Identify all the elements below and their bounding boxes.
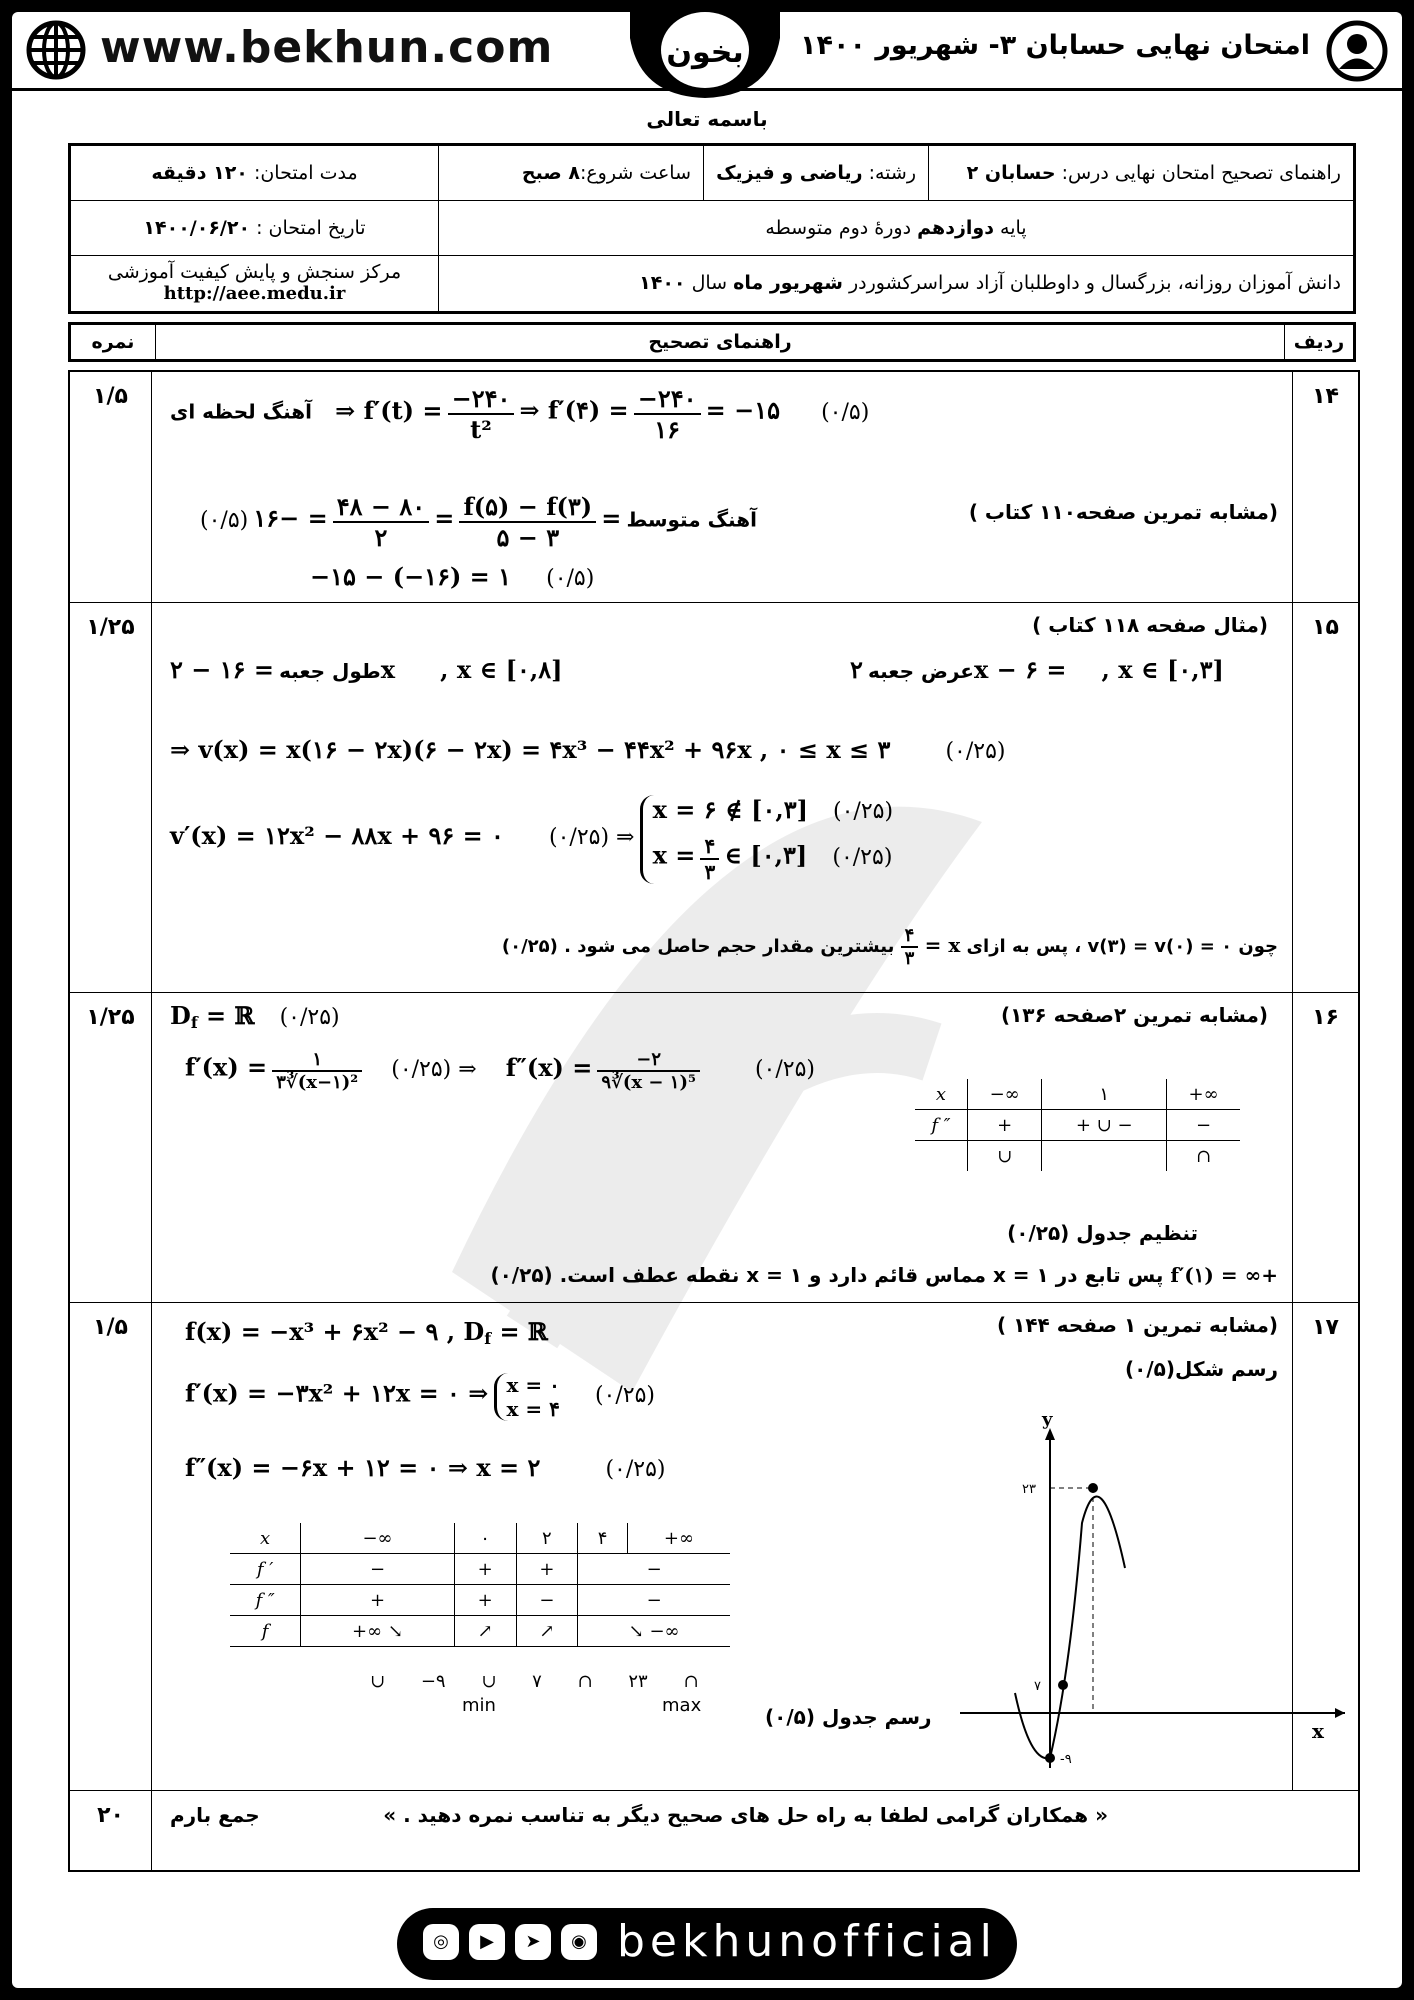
value-23: ۲۳ — [1022, 1482, 1036, 1497]
conclusion-text-end: بیشترین مقدار حجم حاصل می شود . (۰/۲۵) — [501, 936, 895, 957]
date-value: ۱۴۰۰/۰۶/۲۰ — [143, 217, 251, 239]
exam-page — [12, 12, 1402, 1988]
table-cell: ↗ — [516, 1616, 578, 1647]
fraction-numerator: ۱ — [272, 1049, 362, 1072]
total-label: جمع بارم — [170, 1803, 260, 1827]
max-point — [1088, 1483, 1098, 1493]
question-16 — [70, 992, 1358, 1303]
field-cell — [704, 145, 929, 201]
teacher-note: « همکاران گرامی لطفا به راه حل های صحیح دیگر به تناسب نمره دهید . » — [383, 1803, 1108, 1827]
fraction-denominator: ۵ − ۳ — [496, 523, 560, 552]
sign-table — [230, 1523, 730, 1647]
guide-header — [68, 322, 1356, 362]
exam-title: امتحان نهایی حسابان ۳- شهریور ۱۴۰۰ — [800, 30, 1310, 61]
start-time: ۸ صبح — [521, 162, 580, 184]
instant-result: = −۱۵ — [705, 395, 780, 425]
start-cell — [439, 145, 704, 201]
table-cell: ↘ −∞ — [578, 1616, 730, 1647]
question-number: ۱۴ — [1292, 372, 1358, 602]
question-score: ۱/۲۵ — [70, 603, 152, 993]
table-cell: −∞ — [301, 1523, 455, 1554]
table-cell: − — [578, 1554, 730, 1585]
points: (۰/۲۵) — [832, 844, 893, 870]
user-icon[interactable] — [1326, 20, 1388, 82]
table-cell: − — [578, 1585, 730, 1616]
points: (۰/۲۵) ⇒ — [391, 1056, 477, 1082]
points: (۰/۵) — [200, 507, 249, 533]
question-17 — [70, 1302, 1358, 1791]
reference-note: (مشابه تمرین ۱ صفحه ۱۴۴ ) — [997, 1313, 1278, 1337]
table-cell: + — [454, 1554, 516, 1585]
concavity-mark: ∪ — [481, 1671, 497, 1692]
table-cell: + ∪ − — [1042, 1110, 1167, 1141]
center-url[interactable]: http://aee.medu.ir — [163, 282, 346, 304]
inflection-point — [1058, 1680, 1068, 1690]
y-label: y — [1042, 1413, 1053, 1430]
box-width-label: عرض جعبه — [867, 659, 974, 683]
box-width-domain: , x ∈ [۰,۳] — [1101, 655, 1224, 684]
table-cell: − — [301, 1554, 455, 1585]
table-cell: f ″ — [915, 1110, 967, 1141]
course-name: حسابان ۲ — [966, 162, 1056, 184]
points: (۰/۲۵) — [833, 799, 894, 824]
exam-info-table — [68, 143, 1356, 314]
graph-points-note: رسم شکل(۰/۵) — [1125, 1357, 1278, 1381]
points: (۰/۲۵) — [279, 1005, 340, 1030]
table-cell: + — [516, 1554, 578, 1585]
points: (۰/۲۵) — [945, 739, 1006, 764]
grade-value: دوازدهم — [917, 217, 994, 239]
fraction-denominator: ۳∛(x−۱)² — [276, 1072, 359, 1093]
function-curve — [1015, 1497, 1125, 1759]
globe-icon[interactable] — [26, 20, 86, 80]
points: (۰/۲۵) — [605, 1457, 666, 1482]
social-footer — [397, 1908, 1017, 1980]
instant-rate-label: آهنگ لحظه ای — [170, 399, 313, 424]
min-point — [1045, 1753, 1055, 1763]
x-label: x — [1312, 1719, 1324, 1743]
field-name: ریاضی و فیزیک — [716, 162, 863, 184]
table-cell: ۴ — [578, 1523, 628, 1554]
table-cell: + — [967, 1110, 1041, 1141]
year-label: سال — [691, 272, 728, 295]
points: (۰/۵) — [546, 566, 595, 591]
fraction-denominator: ۱۶ — [654, 415, 681, 444]
fraction-numerator: −۲۴۰ — [448, 384, 515, 415]
conclusion-expr: +∞ = f′(۱) — [1170, 1263, 1278, 1287]
answer-table — [68, 370, 1360, 1872]
guide-header-label: راهنمای تصحیح — [156, 324, 1285, 361]
instant-eval: ⇒ f′(۴) = — [519, 395, 629, 425]
concavity-table — [915, 1079, 1240, 1171]
table-cell: + — [301, 1585, 455, 1616]
fraction-denominator: ۳ — [904, 948, 915, 969]
guide-label: راهنمای تصحیح امتحان نهایی درس: — [1061, 162, 1341, 184]
concavity-mark: ∪ — [370, 1671, 386, 1692]
conclusion-x: x = — [924, 933, 961, 957]
table-cell: ۰ — [454, 1523, 516, 1554]
duration-cell — [70, 145, 439, 201]
table-cell: ∩ — [1167, 1141, 1240, 1172]
domain-subscript: f — [484, 1329, 492, 1349]
table-cell: ↗ — [454, 1616, 516, 1647]
fraction-denominator: ۹∛(x − ۱)⁵ — [601, 1072, 696, 1093]
question-number: ۱۷ — [1292, 1303, 1358, 1791]
inflection-value: ۷ — [532, 1671, 542, 1692]
social-icons — [423, 1924, 597, 1964]
grade-suffix: دورۀ دوم متوسطه — [765, 217, 912, 239]
start-label: ساعت شروع: — [579, 162, 691, 184]
domain-label: D — [170, 1001, 191, 1030]
critical-point: x = ۰ — [506, 1373, 560, 1397]
fraction-numerator: ۴ — [901, 925, 919, 948]
conclusion-text: چون ۰ = v(۳) = v(۰) ، پس به ازای — [966, 936, 1278, 957]
average-result: = −۱۶ — [253, 503, 328, 533]
row-header: ردیف — [1285, 324, 1355, 361]
question-15 — [70, 602, 1358, 993]
table-cell: − — [1167, 1110, 1240, 1141]
course-cell — [929, 145, 1355, 201]
reference-note: (مشابه تمرین ۲صفحه ۱۳۶) — [1000, 1003, 1268, 1027]
bekhun-logo — [630, 12, 780, 100]
first-derivative: f′(x) = — [185, 1052, 268, 1082]
function-definition: f(x) = −x³ + ۶x² − ۹ , D — [185, 1317, 485, 1346]
second-derivative: f″(x) = −۶x + ۱۲ = ۰ ⇒ x = ۲ — [185, 1453, 541, 1482]
conclusion-text: پس تابع در x = ۱ مماس قائم دارد و x = ۱ نقطه عطف است. (۰/۲۵) — [490, 1263, 1164, 1287]
grade-cell — [439, 201, 1355, 256]
table-cell: +∞ — [627, 1523, 730, 1554]
date-cell — [70, 201, 439, 256]
question-number: ۱۵ — [1292, 603, 1358, 993]
table-cell: ۲ — [516, 1523, 578, 1554]
instant-deriv: ⇒ f′(t) = — [335, 395, 443, 425]
duration-value: ۱۲۰ دقیقه — [151, 162, 248, 184]
x-axis-arrow — [1335, 1708, 1345, 1718]
volume-function: ⇒ v(x) = x(۱۶ − ۲x)(۶ − ۲x) = ۴x³ − ۴۴x² + ۹۶x , ۰ ≤ x ≤ ۳ — [170, 735, 891, 764]
table-cell — [915, 1141, 967, 1172]
table-cell: f ″ — [230, 1585, 301, 1616]
function-graph — [950, 1413, 1350, 1773]
center-name: مرکز سنجش و پایش کیفیت آموزشی — [107, 261, 402, 283]
website-link[interactable]: www.bekhun.com — [100, 22, 554, 73]
min-value: −۹ — [420, 1671, 446, 1692]
table-cell: − — [516, 1585, 578, 1616]
table-cell — [1042, 1141, 1167, 1172]
table-cell: x — [230, 1523, 301, 1554]
table-cell: ∪ — [967, 1141, 1041, 1172]
question-number: ۱۶ — [1292, 993, 1358, 1303]
volume-derivative: v′(x) = ۱۲x² − ۸۸x + ۹۶ = ۰ — [170, 821, 504, 850]
instagram-icon[interactable]: ◉ — [561, 1924, 597, 1960]
table-cell: −∞ — [967, 1079, 1041, 1110]
students-cell — [439, 256, 1355, 313]
question-14: ۱۴ ۱/۵ آهنگ لحظه ای ⇒ f′(t) = $\frac{-۲۴۰}{\text{t²}}$ ⇒ f′(۴) = $\frac{-۲۴۰}{۱۶}$ = −۱۵ (۰/۵) (مشابه تمرین صفحه۱۱۰ کتاب ) آهنگ متوسط = $\frac{f(۵) - f(۳)}{۵ - ۳}$ = $\frac{۴۸ - ۸۰}{۲}$ = −۱۶ (۰/۵) −۱۵ − (−۱۶) = ۱ (۰/۵) — [70, 372, 1358, 602]
domain-value: = ℝ — [197, 1001, 255, 1030]
average-rate-label: آهنگ متوسط — [626, 507, 757, 532]
rate-difference: −۱۵ − (−۱۶) = ۱ — [310, 562, 512, 591]
concavity-mark: ∩ — [577, 1671, 593, 1692]
students-text: دانش آموزان روزانه، بزرگسال و داوطلبان آزاد سراسرکشوردر — [848, 272, 1341, 295]
points: (۰/۵) — [821, 399, 870, 425]
first-derivative: f′(x) = −۳x² + ۱۲x = ۰ ⇒ — [185, 1378, 489, 1408]
fraction-numerator: ۴۸ − ۸۰ — [333, 492, 429, 523]
table-cell: +∞ ↘ — [301, 1616, 455, 1647]
box-width-expr: ۲x − ۶ = — [850, 655, 1067, 684]
table-points-note: رسم جدول (۰/۵) — [765, 1705, 932, 1729]
field-label: رشته: — [868, 162, 916, 184]
fraction-denominator: ۲ — [374, 523, 388, 552]
fraction-denominator: t² — [470, 415, 492, 444]
total-score: ۲۰ — [70, 1791, 152, 1871]
box-length-expr: = ۱۶ − ۲x — [170, 655, 396, 684]
fraction-numerator: −۲۴۰ — [634, 384, 701, 415]
root-accepted: ∈ [۰,۳] — [724, 840, 808, 870]
question-score: ۱/۵ — [70, 1303, 152, 1791]
question-score: ۱/۵ — [70, 372, 152, 602]
fraction-denominator: ۳ — [704, 860, 716, 884]
critical-point: x = ۴ — [506, 1397, 560, 1421]
month-value: شهریور ماه — [733, 272, 843, 295]
date-label: تاریخ امتحان : — [256, 217, 366, 239]
reference-note: (مشابه تمرین صفحه۱۱۰ کتاب ) — [968, 500, 1278, 524]
root-rejected: x = ۶ ∉ [۰,۳] — [652, 795, 808, 824]
points: (۰/۲۵) — [754, 1056, 815, 1082]
social-handle[interactable]: bekhunofficial — [617, 1916, 997, 1967]
youtube-icon[interactable]: ▶ — [469, 1924, 505, 1960]
table-cell: f — [230, 1616, 301, 1647]
fraction-numerator: −۲ — [597, 1049, 699, 1072]
min-label: min — [462, 1695, 496, 1716]
fraction-numerator: f(۵) − f(۳) — [459, 492, 596, 523]
total-row — [70, 1790, 1358, 1871]
table-cell: ۱ — [1042, 1079, 1167, 1110]
points: (۰/۲۵) ⇒ — [549, 825, 635, 850]
score-header: نمره — [70, 324, 156, 361]
question-score: ۱/۲۵ — [70, 993, 152, 1303]
duration-label: مدت امتحان: — [253, 162, 358, 184]
podcast-icon[interactable]: ◎ — [423, 1924, 459, 1960]
box-length-domain: , x ∈ [۰,۸] — [440, 655, 563, 684]
year-value: ۱۴۰۰ — [639, 272, 686, 295]
grade-prefix: پایه — [1000, 217, 1027, 239]
second-derivative: f″(x) = — [505, 1052, 593, 1082]
value-minus-9: -۹ — [1060, 1752, 1072, 1767]
table-cell: + — [454, 1585, 516, 1616]
center-cell — [70, 256, 439, 313]
box-length-label: طول جعبه — [279, 659, 381, 683]
logo-text: بخون — [666, 35, 744, 70]
telegram-icon[interactable]: ➤ — [515, 1924, 551, 1960]
table-cell: f ′ — [230, 1554, 301, 1585]
basmala: باسمه تعالی — [646, 107, 768, 131]
points: (۰/۲۵) — [594, 1382, 655, 1408]
domain-value: = ℝ — [491, 1317, 548, 1346]
table-cell: +∞ — [1167, 1079, 1240, 1110]
fraction-numerator: ۴ — [700, 834, 719, 860]
max-label: max — [662, 1695, 702, 1716]
root-label: x = — [652, 840, 696, 870]
domain-subscript: f — [190, 1013, 198, 1033]
top-bar — [12, 12, 1402, 91]
concavity-mark: ∩ — [683, 1671, 699, 1692]
max-value: ۲۳ — [628, 1671, 648, 1692]
table-points-note: تنظیم جدول (۰/۲۵) — [1007, 1221, 1198, 1245]
table-cell: x — [915, 1079, 967, 1110]
value-7: ۷ — [1034, 1679, 1041, 1694]
reference-note: (مثال صفحه ۱۱۸ کتاب ) — [1032, 613, 1268, 637]
